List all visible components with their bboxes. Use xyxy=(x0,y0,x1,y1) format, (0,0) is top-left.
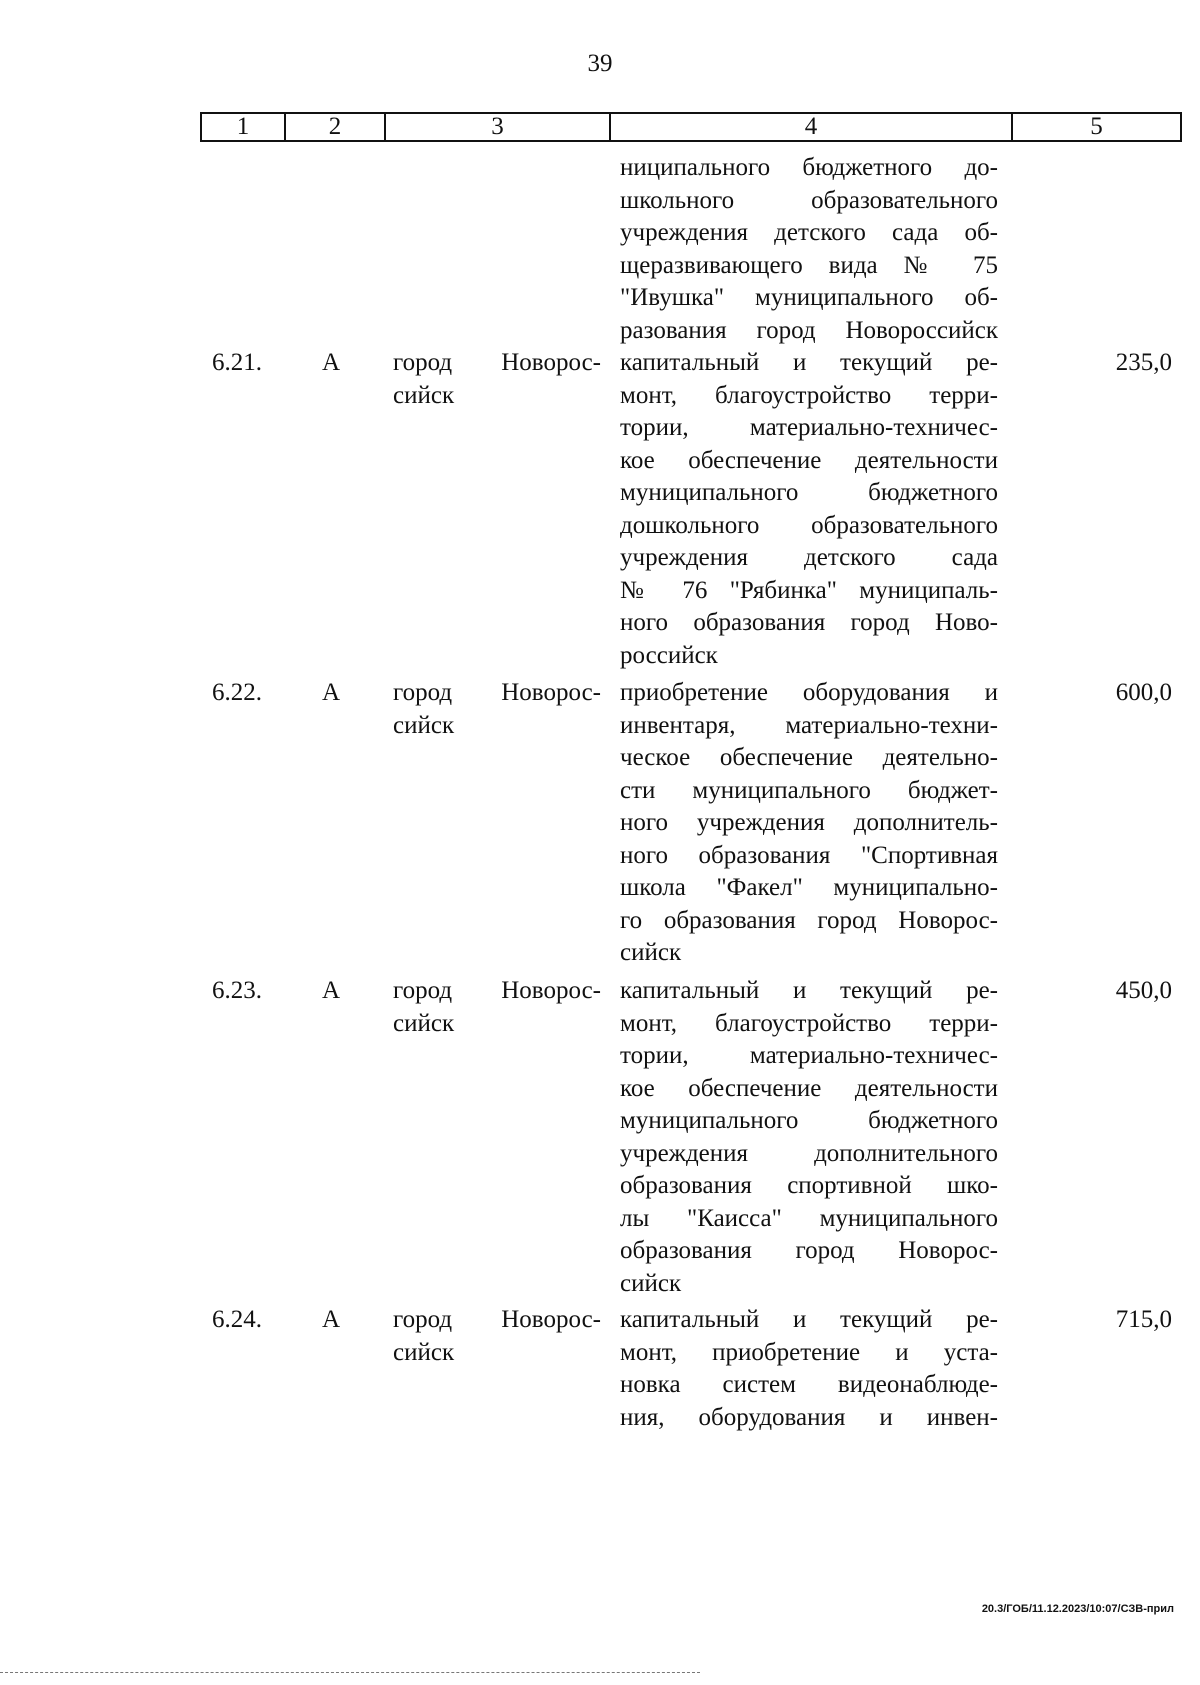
row-description xyxy=(620,677,998,970)
row-description xyxy=(620,975,998,1300)
desc-line: монт, благоустройство терри- xyxy=(620,381,998,409)
row-location xyxy=(393,347,601,412)
row-number: 6.24. xyxy=(212,1306,262,1333)
loc-line: сийск xyxy=(393,711,455,739)
row-amount: 235,0 xyxy=(1115,349,1172,376)
desc-line: муниципального бюджетного xyxy=(620,1107,998,1134)
desc-line: школа "Факел" муниципально- xyxy=(620,874,998,901)
desc-line: капитальный и текущий ре- xyxy=(620,349,998,376)
row-amount: 715,0 xyxy=(1115,1306,1172,1333)
row-number: 6.21. xyxy=(212,349,262,376)
document-stamp: 20.3/ГОБ/11.12.2023/10:07/СЗВ-прил xyxy=(981,1603,1174,1615)
desc-line: кое обеспечение деятельности xyxy=(620,446,998,474)
column-header-2: 2 xyxy=(286,114,386,140)
desc-line: муниципального бюджетного xyxy=(620,479,998,506)
column-header-3: 3 xyxy=(386,114,611,140)
desc-line: российск xyxy=(620,641,718,669)
page-number: 39 xyxy=(587,50,613,77)
desc-line: ниципального бюджетного до- xyxy=(620,154,998,181)
desc-line: новка систем видеонаблюде- xyxy=(620,1371,998,1398)
desc-line: образования город Новорос- xyxy=(620,1237,998,1264)
scan-edge-divider xyxy=(0,1672,700,1674)
row-location xyxy=(393,1304,601,1369)
desc-line: тории, материально-техничес- xyxy=(620,1042,998,1069)
column-header-5: 5 xyxy=(1090,113,1103,140)
loc-line: город Новорос- xyxy=(393,977,601,1004)
row-category: А xyxy=(322,679,341,706)
desc-line: сийск xyxy=(620,1269,682,1297)
desc-line: ного учреждения дополнитель- xyxy=(620,809,998,836)
row-category: А xyxy=(322,977,341,1004)
desc-line: учреждения детского сада об- xyxy=(620,219,998,246)
desc-line: учреждения дополнительного xyxy=(620,1139,998,1167)
desc-line: щеразвивающего вида № 75 xyxy=(620,251,998,279)
desc-line: школьного образовательного xyxy=(620,186,998,214)
desc-line: "Ивушка" муниципального об- xyxy=(620,284,998,311)
desc-line: тории, материально-техничес- xyxy=(620,414,998,441)
desc-line: капитальный и текущий ре- xyxy=(620,977,998,1004)
desc-line: кое обеспечение деятельности xyxy=(620,1074,998,1102)
desc-line: образования спортивной шко- xyxy=(620,1172,998,1199)
desc-line: ческое обеспечение деятельно- xyxy=(620,744,998,771)
loc-line: город Новорос- xyxy=(393,679,601,706)
row-category: А xyxy=(322,1306,341,1333)
row-number: 6.22. xyxy=(212,679,262,706)
row-amount: 600,0 xyxy=(1115,679,1172,706)
row-amount: 450,0 xyxy=(1115,977,1172,1004)
desc-line: № 76 "Рябинка" муниципаль- xyxy=(620,576,998,604)
desc-line: капитальный и текущий ре- xyxy=(620,1306,998,1333)
desc-line: дошкольного образовательного xyxy=(620,511,998,539)
row-category: А xyxy=(322,349,341,376)
desc-line: ного образования город Ново- xyxy=(620,609,998,636)
row-location xyxy=(393,677,601,742)
desc-line: инвентаря, материально-техни- xyxy=(620,711,998,739)
desc-line: ния, оборудования и инвен- xyxy=(620,1403,998,1431)
desc-line: разования город Новороссийск xyxy=(620,316,998,344)
continued-description xyxy=(620,152,998,347)
row-description xyxy=(620,1304,998,1434)
desc-line: сти муниципального бюджет- xyxy=(620,776,998,804)
row-number: 6.23. xyxy=(212,977,262,1004)
desc-line: монт, приобретение и уста- xyxy=(620,1338,998,1366)
table-header xyxy=(200,112,1182,142)
desc-line: монт, благоустройство терри- xyxy=(620,1009,998,1037)
loc-line: сийск xyxy=(393,381,455,409)
loc-line: город Новорос- xyxy=(393,1306,601,1333)
desc-line: ного образования "Спортивная xyxy=(620,841,998,869)
desc-line: учреждения детского сада xyxy=(620,544,998,571)
row-location xyxy=(393,975,601,1040)
loc-line: город Новорос- xyxy=(393,349,601,376)
column-header-1: 1 xyxy=(202,114,286,140)
desc-line: го образования город Новорос- xyxy=(620,906,998,934)
loc-line: сийск xyxy=(393,1338,455,1366)
row-description xyxy=(620,347,998,672)
desc-line: лы "Каисса" муниципального xyxy=(620,1204,998,1232)
desc-line: сийск xyxy=(620,939,682,966)
column-header-4: 4 xyxy=(611,114,1013,140)
loc-line: сийск xyxy=(393,1009,455,1037)
desc-line: приобретение оборудования и xyxy=(620,679,998,706)
